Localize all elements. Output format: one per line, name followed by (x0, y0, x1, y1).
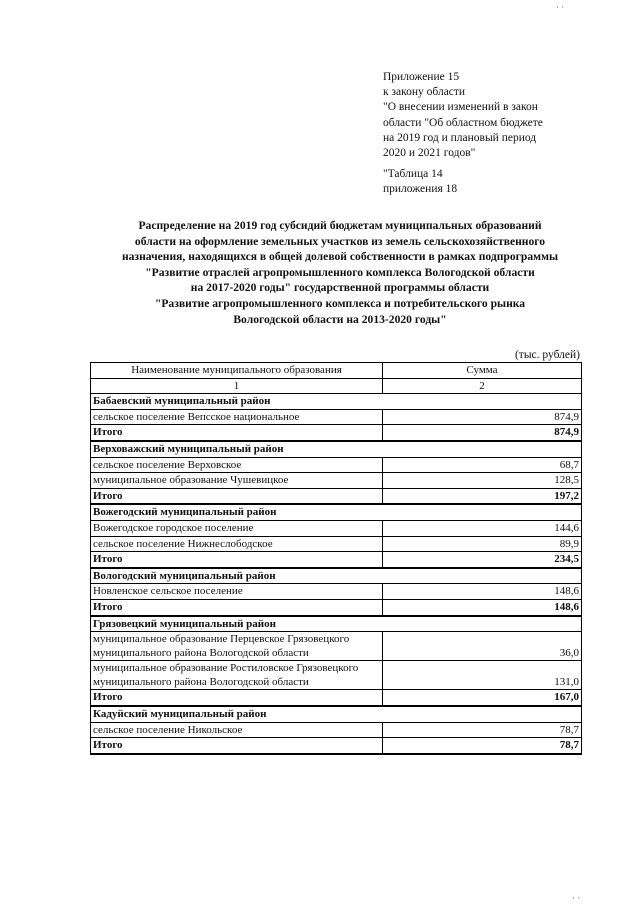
total-label: Итого (91, 738, 383, 754)
table-ref-line: приложения 18 (383, 183, 458, 196)
municipality-amount: 148,6 (383, 584, 582, 600)
municipality-name: сельское поселение Верховское (91, 457, 383, 473)
appendix-header (383, 70, 623, 198)
document-title (60, 218, 620, 327)
municipality-name: муниципальное образование Ростиловское Грязовецкого муниципального района Вологодской области (91, 661, 383, 690)
total-row (91, 488, 582, 504)
municipality-amount: 131,0 (383, 661, 582, 690)
table-row (91, 584, 582, 600)
total-amount: 148,6 (383, 599, 582, 615)
column-number-2: 2 (383, 378, 582, 394)
district-row (91, 706, 582, 722)
header-name: Наименование муниципального образования (91, 363, 383, 379)
total-amount: 874,9 (383, 425, 582, 441)
table-row (91, 520, 582, 536)
title-line: Вологодской области на 2013-2020 годы" (233, 312, 447, 326)
title-line: Распределение на 2019 год субсидий бюджетам муниципальных образований (138, 219, 542, 232)
table-body (91, 363, 582, 754)
scan-mark: · · (556, 2, 565, 12)
total-label: Итого (91, 690, 383, 706)
district-name: Грязовецкий муниципальный район (91, 616, 582, 632)
column-number-row (91, 378, 582, 394)
municipality-name: Вожегодское городское поселение (91, 520, 383, 536)
district-row (91, 441, 582, 457)
total-label: Итого (91, 425, 383, 441)
municipality-amount: 128,5 (383, 473, 582, 489)
municipality-name: муниципальное образование Перцевское Грязовецкого муниципального района Вологодской области (91, 632, 383, 661)
total-row (91, 425, 582, 441)
total-amount: 197,2 (383, 488, 582, 504)
total-label: Итого (91, 488, 383, 504)
district-row (91, 394, 582, 410)
municipality-name: сельское поселение Нижнеслободское (91, 536, 383, 552)
total-label: Итого (91, 552, 383, 568)
scan-mark: · · (572, 893, 581, 903)
district-name: Верховажский муниципальный район (91, 441, 582, 457)
table-row (91, 722, 582, 738)
municipality-amount: 144,6 (383, 520, 582, 536)
table-row (91, 536, 582, 552)
appendix-line: Приложение 15 (383, 71, 460, 83)
total-amount: 78,7 (383, 738, 582, 754)
total-row (91, 599, 582, 615)
table-row (91, 632, 582, 661)
total-row (91, 552, 582, 568)
municipality-amount: 36,0 (383, 632, 582, 661)
municipality-amount: 78,7 (383, 722, 582, 738)
total-amount: 167,0 (383, 690, 582, 706)
total-amount: 234,5 (383, 552, 582, 568)
title-line: "Развитие агропромышленного комплекса и потребительского рынка (154, 296, 526, 310)
municipality-amount: 874,9 (383, 409, 582, 425)
appendix-line: области "Об областном бюджете (383, 116, 543, 129)
appendix-line: к закону области (383, 86, 466, 99)
table-row (91, 457, 582, 473)
total-row (91, 690, 582, 706)
header-amount: Сумма (383, 363, 582, 379)
title-line: "Развитие отраслей агропромышленного комплекса Вологодской области (145, 265, 535, 279)
total-label: Итого (91, 599, 383, 615)
title-line: области на оформление земельных участков из земель сельскохозяйственного (134, 234, 546, 248)
title-line: на 2017-2020 годы" государственной программы области (190, 281, 490, 295)
title-line: назначения, находящихся в общей долевой собственности в рамках подпрограммы (121, 250, 559, 264)
municipality-name: Новленское сельское поселение (91, 584, 383, 600)
table-row (91, 661, 582, 690)
table-ref-line: "Таблица 14 (383, 168, 443, 181)
appendix-line: "О внесении изменений в закон (383, 101, 538, 114)
table-header-row (91, 363, 582, 379)
table-row (91, 473, 582, 489)
district-name: Вожегодский муниципальный район (91, 504, 582, 520)
district-row (91, 616, 582, 632)
district-name: Бабаевский муниципальный район (91, 394, 582, 410)
units-label: (тыс. рублей) (514, 349, 580, 361)
appendix-line: на 2019 год и плановый период (383, 131, 537, 144)
appendix-line: 2020 и 2021 годов" (383, 147, 476, 160)
municipality-amount: 89,9 (383, 536, 582, 552)
table-row (91, 409, 582, 425)
municipality-amount: 68,7 (383, 457, 582, 473)
municipality-name: муниципальное образование Чушевицкое (91, 473, 383, 489)
district-row (91, 568, 582, 584)
column-number-1: 1 (91, 378, 383, 394)
district-name: Вологодский муниципальный район (91, 568, 582, 584)
municipality-name: сельское поселение Вепсское национальное (91, 409, 383, 425)
subsidy-table (90, 362, 582, 755)
district-name: Кадуйский муниципальный район (91, 706, 582, 722)
district-row (91, 504, 582, 520)
total-row (91, 738, 582, 754)
municipality-name: сельское поселение Никольское (91, 722, 383, 738)
